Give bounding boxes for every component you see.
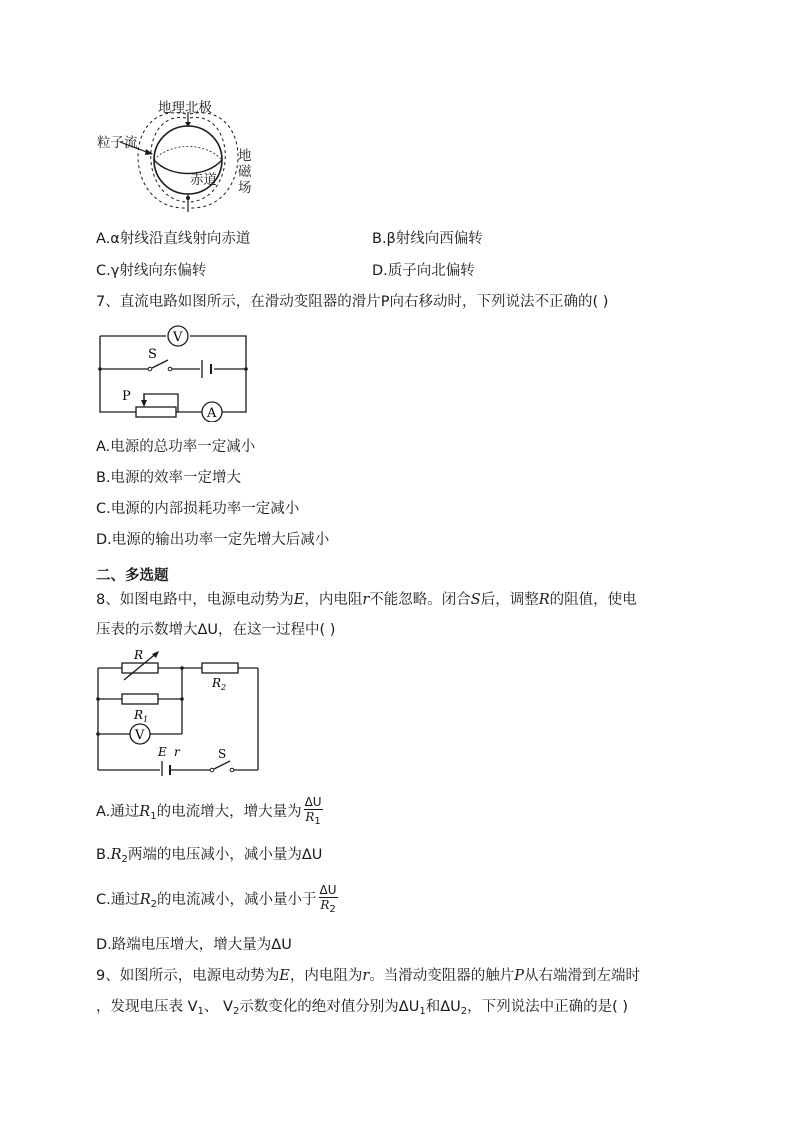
q6-option-a: A.α射线沿直线射向赤道: [96, 231, 251, 247]
fig6-label-field-1: 地: [238, 148, 252, 164]
q8-switch-blade: [214, 761, 230, 769]
q7-slider-label: P: [122, 389, 131, 404]
q7-stem: 7、直流电路如图所示，在滑动变阻器的滑片P向右移动时，下列说法不正确的( ): [96, 294, 609, 310]
q9-stem-line1: 9、如图所示，电源电动势为E，内电阻为r。当滑动变阻器的触片P从右端滑到左端时: [96, 968, 641, 984]
q8-option-a: A.通过$R_1$的电流增大，增大量为 $\frac{\Delta U}{R_1}$: [96, 795, 322, 827]
fig6-label-north: 地理北极: [158, 100, 212, 116]
q8-stem-line1: 8、如图电路中，电源电动势为E，内电阻r不能忽略。闭合S后，调整R的阻值，使电: [96, 592, 637, 608]
q7-circuit-diagram: [96, 322, 256, 422]
q8-fig-r-label: r: [174, 745, 180, 759]
q8-option-b: $B.R_2$两端的电压减小，减小量为ΔU: [96, 847, 323, 865]
q8-fig-R2-label: $R_2$: [212, 676, 227, 692]
fig6-label-particles: 粒子流: [97, 135, 138, 151]
q8-fig-voltmeter-label: V: [135, 728, 145, 743]
q7-option-b: B.电源的效率一定增大: [96, 470, 242, 486]
q7-option-c: C.电源的内部损耗功率一定减小: [96, 501, 300, 517]
q6-option-c: C.γ射线向东偏转: [96, 263, 207, 279]
q9-stem-line2: ，发现电压表 $V_1$、 $V_2$示数变化的绝对值分别为$\Delta U_1$和$\Delta U_2$，下列说法中正确的是( ): [96, 999, 629, 1017]
fig6-label-equator: 赤道: [190, 172, 217, 188]
q8-resistor-R: [122, 663, 158, 673]
fig6-label-field-2: 磁: [238, 164, 252, 180]
q8-stem-line2: 压表的示数增大ΔU，在这一过程中( ): [96, 622, 336, 638]
q7-voltmeter-label: V: [173, 330, 183, 345]
section-multiple-choice-title: 二、多选题: [96, 568, 169, 584]
q7-rheostat: [136, 407, 176, 417]
q7-option-a: A.电源的总功率一定减小: [96, 439, 256, 455]
q8-resistor-R1: [122, 694, 158, 704]
q6-option-b: B.β射线向西偏转: [372, 231, 483, 247]
q8-fig-E-label: E: [158, 745, 167, 759]
q8-circuit-diagram: [94, 648, 264, 776]
q7-option-d: D.电源的输出功率一定先增大后减小: [96, 532, 330, 548]
q8-fig-R1-label: $R_1$: [134, 708, 149, 724]
q8-resistor-R2: [202, 663, 238, 673]
q8-option-c: C.通过$R_2$的电流减小，减小量小于 $\frac{\Delta U}{R_2}$: [96, 883, 337, 915]
q8-fig-switch-label: S: [218, 747, 227, 761]
q6-option-d: D.质子向北偏转: [372, 263, 475, 279]
q8-fig-R-label: R: [134, 648, 144, 662]
q8-option-d: D.路端电压增大，增大量为ΔU: [96, 937, 292, 953]
q7-switch-label: S: [148, 347, 157, 362]
q7-ammeter-label: A: [207, 406, 217, 421]
fig6-label-field-3: 场: [238, 180, 252, 196]
